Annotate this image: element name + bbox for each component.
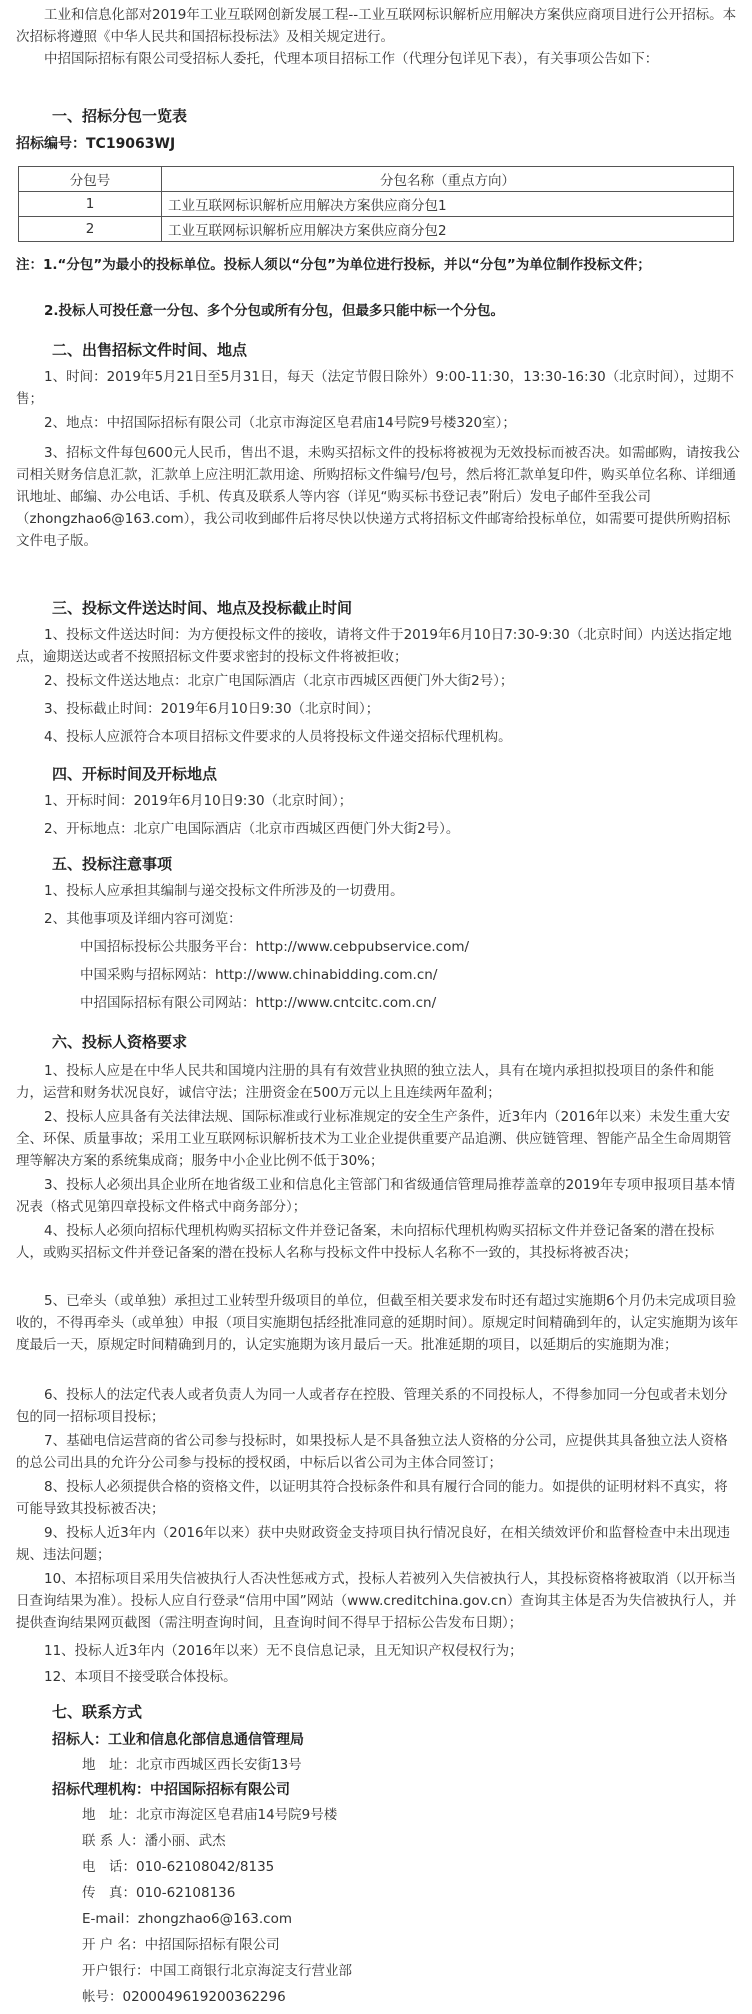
section-3-delivery-place: 2、投标文件送达地点：北京广电国际酒店（北京市西城区西便门外大街2号）； — [44, 673, 514, 689]
contact-row — [82, 1908, 292, 1930]
tenderer-name: 招标人：工业和信息化部信息通信管理局 — [52, 1732, 304, 1748]
contact-row — [82, 1856, 274, 1878]
tenderer-address-row — [82, 1754, 302, 1776]
field-label: 联 系 人： — [82, 1833, 145, 1849]
qualification-item: 10、本招标项目采用失信被执行人否决性惩戒方式，投标人若被列入失信被执行人，其投标资格将被取消（以开标当日查询结果为准）。投标人应自行登录“信用中国”网站（www.creditchina.gov.cn）查询其主体是否为失信被执行人，并提供查询结果网页截图（需注明查询时间，且查询时间不得早于招标公告发布日期）； — [16, 1571, 737, 1631]
field-value: 中招国际招标有限公司 — [144, 1937, 280, 1953]
qualification-item: 4、投标人必须向招标代理机构购买招标文件并登记备案，未向招标代理机构购买招标文件并登记备案的潜在投标人，或购买招标文件并登记备案的潜在投标人名称与投标文件中投标人名称不一致的，其投标将被否决； — [16, 1223, 715, 1261]
field-value: 北京市海淀区皂君庙14号院9号楼 — [136, 1807, 338, 1823]
site-link-chinabidding[interactable]: 中国采购与招标网站：http://www.chinabidding.com.cn/ — [80, 967, 438, 983]
section-5-title: 五、投标注意事项 — [52, 855, 173, 873]
section-3-delivery-time: 1、投标文件送达时间：为方便投标文件的接收，请将文件于2019年6月10日7:30-9:30（北京时间）内送达指定地点，逾期送达或者不按照招标文件要求密封的投标文件将被拒收； — [16, 627, 732, 665]
field-value: 0200049619200362296 — [122, 1989, 286, 2005]
table-row — [19, 192, 734, 217]
field-label: 传 真： — [82, 1885, 136, 1901]
table-header-row — [19, 167, 734, 192]
site-link-cebpubservice[interactable]: 中国招标投标公共服务平台：http://www.cebpubservice.com/ — [80, 939, 470, 955]
section-2-time: 1、时间：2019年5月21日至5月31日，每天（法定节假日除外）9:00-11:30，13:30-16:30（北京时间），过期不售； — [16, 369, 735, 407]
qualification-item: 8、投标人必须提供合格的资格文件，以证明其符合投标条件和具有履行合同的能力。如提供的证明材料不真实，将可能导致其投标被否决； — [16, 1479, 728, 1517]
section-3-title: 三、投标文件送达时间、地点及投标截止时间 — [52, 599, 353, 617]
qualification-item: 5、已牵头（或单独）承担过工业转型升级项目的单位，但截至相关要求发布时还有超过实施期6个月仍未完成项目验收的，不得再牵头（或单独）申报（项目实施期包括经批准同意的延期时间）。原规定时间精确到年的，认定实施期为该年度最后一天，原规定时间精确到月的，认定实施期为该月最后一天。批准延期的项目，以延期后的实施期为准； — [16, 1293, 739, 1353]
section-5-cost: 1、投标人应承担其编制与递交投标文件所涉及的一切费用。 — [44, 883, 404, 899]
lot-table — [18, 166, 734, 242]
field-value: 010-62108042/8135 — [136, 1859, 275, 1875]
contact-row — [82, 1830, 226, 1852]
field-value: 010-62108136 — [136, 1885, 236, 1901]
field-label: 地 址： — [82, 1807, 136, 1823]
lot-name-cell: 工业互联网标识解析应用解决方案供应商分包1 — [162, 192, 734, 217]
qualification-item: 7、基础电信运营商的省公司参与投标时，如果投标人是不具备独立法人资格的分公司，应提供其具备独立法人资格的总公司出具的允许分公司参与投标的授权函，中标后以省公司为主体合同签订； — [16, 1433, 728, 1471]
section-2-fee: 3、招标文件每包600元人民币，售出不退，未购买招标文件的投标将被视为无效投标而被否决。如需邮购，请按我公司相关财务信息汇款，汇款单上应注明汇款用途、所购招标文件编号/包号，然后将汇款单复印件，购买单位名称、详细通讯地址、邮编、办公电话、手机、传真及联系人等内容（详见“购买标书登记表”附后）发电子邮件至我公司（zhongzhao6@163.com），我公司收到邮件后将尽快以快递方式将招标文件邮寄给投标单位，如需要可提供所购招标文件电子版。 — [16, 445, 740, 549]
section-3-deadline: 3、投标截止时间：2019年6月10日9:30（北京时间）； — [44, 701, 380, 717]
intro-paragraph-1: 工业和信息化部对2019年工业互联网创新发展工程--工业互联网标识解析应用解决方案供应商项目进行公开招标。本次招标将遵照《中华人民共和国招标投标法》及相关规定进行。 — [16, 7, 737, 45]
field-label: 电 话： — [82, 1859, 136, 1875]
agency-name: 招标代理机构：中招国际招标有限公司 — [52, 1782, 290, 1798]
table-header-lot-no: 分包号 — [19, 167, 162, 192]
field-label: 帐号： — [82, 1989, 123, 2005]
email-link[interactable]: zhongzhao6@163.com — [137, 1911, 293, 1927]
contact-row — [82, 1960, 352, 1982]
qualification-item: 2、投标人应具备有关法律法规、国际标准或行业标准规定的安全生产条件，近3年内（2016年以来）未发生重大安全、环保、质量事故；采用工业互联网标识解析技术为工业企业提供重要产品追溯、供应链管理、智能产品全生命周期管理等解决方案的系统集成商；服务中小企业比例不低于30%； — [16, 1109, 732, 1169]
lot-number-cell: 2 — [19, 217, 162, 242]
contact-row — [82, 1882, 235, 1904]
field-label: 开户银行： — [82, 1963, 150, 1979]
lot-name-cell: 工业互联网标识解析应用解决方案供应商分包2 — [162, 217, 734, 242]
field-label: E-mail： — [82, 1911, 138, 1927]
section-7-title: 七、联系方式 — [52, 1703, 143, 1721]
field-value: 中国工商银行北京海淀支行营业部 — [149, 1963, 352, 1979]
tender-number: 招标编号：TC19063WJ — [16, 136, 176, 152]
lot-number-cell: 1 — [19, 192, 162, 217]
lot-note-1: 注：1.“分包”为最小的投标单位。投标人须以“分包”为单位进行投标，并以“分包”为单位制作投标文件； — [16, 257, 651, 273]
qualification-item: 3、投标人必须出具企业所在地省级工业和信息化主管部门和省级通信管理局推荐盖章的2019年专项申报项目基本情况表（格式见第四章投标文件格式中商务部分）； — [16, 1177, 735, 1215]
qualification-item: 11、投标人近3年内（2016年以来）无不良信息记录，且无知识产权侵权行为； — [44, 1643, 523, 1659]
section-3-submitter: 4、投标人应派符合本项目招标文件要求的人员将投标文件递交招标代理机构。 — [44, 729, 512, 745]
section-4-title: 四、开标时间及开标地点 — [52, 765, 218, 783]
section-4-time: 1、开标时间：2019年6月10日9:30（北京时间）； — [44, 793, 353, 809]
contact-row — [82, 1986, 286, 2008]
contact-row — [82, 1934, 280, 1956]
field-value: 潘小丽、武杰 — [144, 1833, 226, 1849]
section-2-place: 2、地点：中招国际招标有限公司（北京市海淀区皂君庙14号院9号楼320室）； — [44, 415, 516, 431]
site-link-cntcitc[interactable]: 中招国际招标有限公司网站：http://www.cntcitc.com.cn/ — [80, 995, 437, 1011]
field-label: 开 户 名： — [82, 1937, 145, 1953]
table-header-lot-name: 分包名称（重点方向） — [162, 167, 734, 192]
qualification-item: 9、投标人近3年内（2016年以来）获中央财政资金支持项目执行情况良好，在相关绩效评价和监督检查中未出现违规、违法问题； — [16, 1525, 731, 1563]
qualification-item: 12、本项目不接受联合体投标。 — [44, 1669, 237, 1685]
section-2-title: 二、出售招标文件时间、地点 — [52, 341, 248, 359]
section-1-title: 一、招标分包一览表 — [52, 107, 188, 125]
section-6-title: 六、投标人资格要求 — [52, 1033, 188, 1051]
table-row — [19, 217, 734, 242]
lot-note-2: 2.投标人可投任意一分包、多个分包或所有分包，但最多只能中标一个分包。 — [44, 303, 505, 319]
intro-paragraph-2: 中招国际招标有限公司受招标人委托，代理本项目招标工作（代理分包详见下表），有关事项公告如下： — [44, 51, 659, 67]
section-4-place: 2、开标地点：北京广电国际酒店（北京市西城区西便门外大街2号）。 — [44, 821, 460, 837]
qualification-item: 1、投标人应是在中华人民共和国境内注册的具有有效营业执照的独立法人，具有在境内承担拟投项目的条件和能力，运营和财务状况良好，诚信守法；注册资金在500万元以上且连续两年盈利； — [16, 1063, 715, 1101]
qualification-item: 6、投标人的法定代表人或者负责人为同一人或者存在控股、管理关系的不同投标人，不得参加同一分包或者未划分包的同一招标项目投标； — [16, 1387, 728, 1425]
section-5-browse: 2、其他事项及详细内容可浏览： — [44, 911, 242, 927]
field-label: 地 址： — [82, 1757, 136, 1773]
contact-row — [82, 1804, 337, 1826]
field-value: 北京市西城区西长安街13号 — [136, 1757, 302, 1773]
